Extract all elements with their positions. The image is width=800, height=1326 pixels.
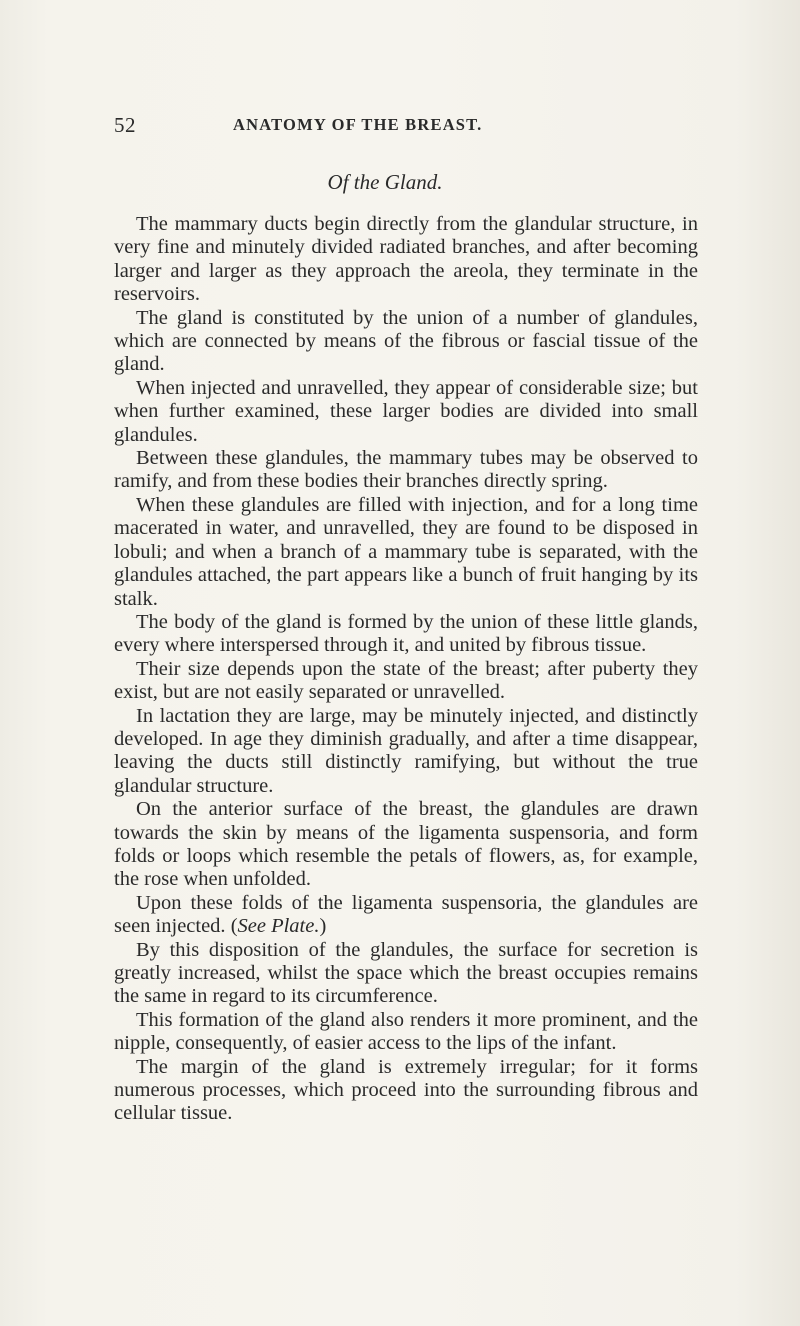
paragraph-text: Upon these folds of the ligamenta suspensoria, the glandules are seen injected. [114, 891, 698, 938]
paragraph: The mammary ducts begin directly from the glandular structure, in very fine and minutely divided radiated branches, and after becoming larger and larger as they approach the areola, they terminate in the reservoirs. [114, 213, 698, 306]
paragraph: When injected and unravelled, they appear of considerable size; but when further examined, these larger bodies are divided into small glandules. [114, 376, 698, 446]
paragraph: Between these glandules, the mammary tubes may be observed to ramify, and from these bodies their branches directly spring. [114, 447, 698, 493]
plate-ref-open: ( [225, 915, 238, 938]
paragraph: By this disposition of the glandules, the surface for secretion is greatly increased, whilst the space which the breast occupies remains the same in regard to its circumference. [114, 938, 698, 1008]
paragraph: When these glandules are filled with injection, and for a long time macerated in water, and unravelled, they are found to be disposed in lobuli; and when a branch of a mammary tube is separated, with the glandules attached, the part appears like a bunch of fruit hanging by its stalk. [114, 493, 698, 610]
page-number: 52 [114, 113, 136, 137]
running-head: ANATOMY OF THE BREAST. [233, 115, 483, 134]
paragraph: Their size depends upon the state of the breast; after puberty they exist, but are not easily separated or unravelled. [114, 657, 698, 704]
paragraph: The body of the gland is formed by the union of these little glands, every where interspersed through it, and united by fibrous tissue. [114, 610, 698, 657]
plate-ref-close: ) [319, 915, 327, 938]
paragraph: The margin of the gland is extremely irregular; for it forms numerous processes, which proceed into the surrounding fibrous and cellular tissue. [114, 1055, 698, 1125]
paragraph: On the anterior surface of the breast, the glandules are drawn towards the skin by means of the ligamenta suspensoria, and form folds or loops which resemble the petals of flowers, as, for example, the rose when unfolded. [114, 798, 698, 891]
paragraph [114, 892, 698, 939]
paragraph: The gland is constituted by the union of a number of glandules, which are connected by means of the fibrous or fascial tissue of the gland. [114, 306, 698, 376]
section-title: Of the Gland. [327, 170, 443, 194]
body-text [114, 213, 698, 1126]
paragraph: In lactation they are large, may be minutely injected, and distinctly developed. In age they diminish gradually, and after a time disappear, leaving the ducts still distinctly ramifying, but without the true glandular structure. [114, 704, 698, 797]
paragraph: This formation of the gland also renders it more prominent, and the nipple, consequently, of easier access to the lips of the infant. [114, 1008, 698, 1055]
plate-ref-label: See Plate. [237, 915, 320, 938]
page-header [114, 113, 674, 137]
